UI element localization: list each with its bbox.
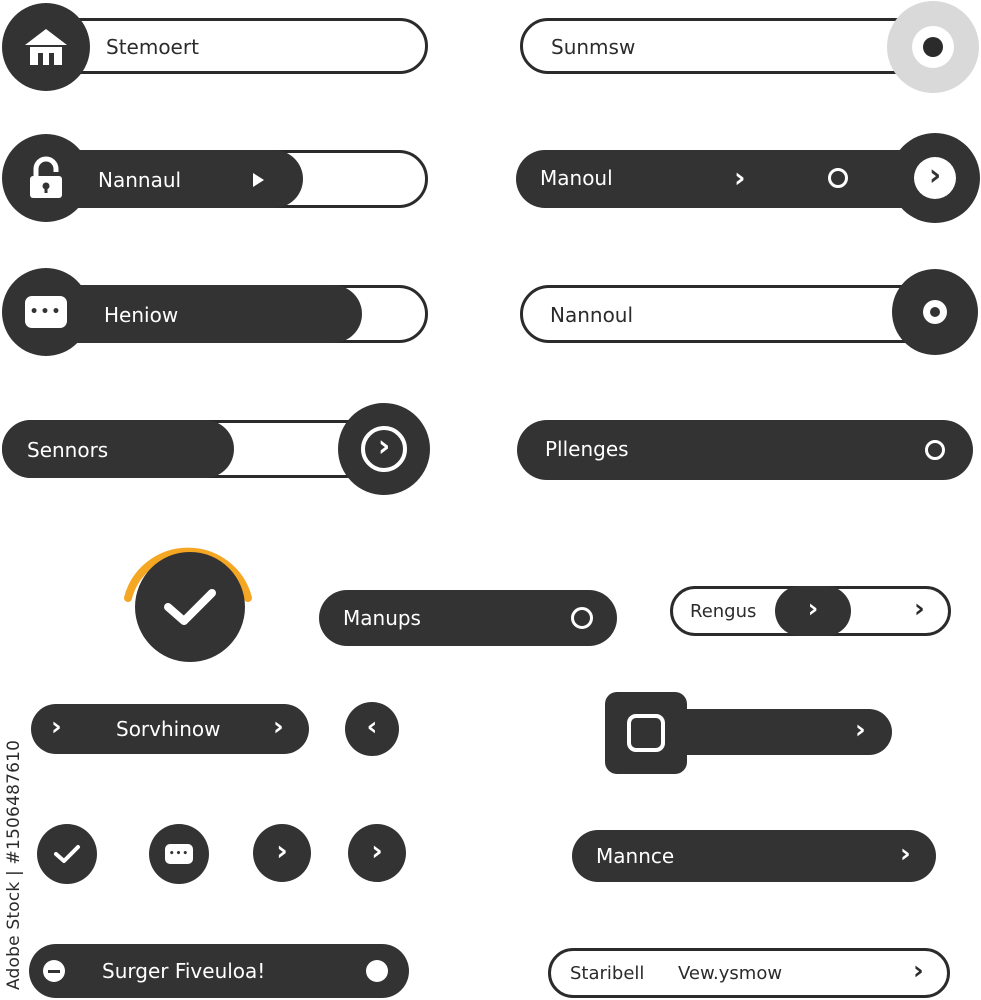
surger-bar[interactable] bbox=[29, 944, 409, 998]
lock-button[interactable] bbox=[2, 134, 90, 222]
next-button-a[interactable] bbox=[253, 824, 311, 882]
pllenges-bar[interactable] bbox=[517, 420, 973, 480]
check-icon bbox=[162, 585, 218, 629]
chat-bubble-icon: ••• bbox=[25, 296, 67, 328]
manups-label: Manups bbox=[343, 606, 421, 630]
home-icon bbox=[23, 27, 69, 67]
surger-label: Surger Fiveuloa! bbox=[102, 959, 266, 983]
chevron-right-icon: › bbox=[913, 956, 924, 986]
chat-small-button[interactable] bbox=[149, 824, 209, 884]
chevron-right-icon: › bbox=[276, 834, 288, 867]
sunmsw-bar[interactable] bbox=[520, 18, 940, 74]
staribell-bar[interactable] bbox=[548, 948, 950, 998]
chevron-left-icon: ‹ bbox=[366, 712, 378, 742]
chevron-right-circle-icon: › bbox=[914, 157, 956, 199]
check-icon bbox=[53, 843, 81, 865]
sennors-track[interactable] bbox=[2, 420, 392, 478]
sennors-label: Sennors bbox=[27, 438, 109, 462]
chevron-right-icon: › bbox=[807, 594, 819, 624]
chevron-right-icon: › bbox=[734, 161, 746, 194]
manups-bar[interactable] bbox=[319, 590, 617, 646]
nannoul-label: Nannoul bbox=[550, 303, 634, 327]
pllenges-label: Pllenges bbox=[545, 437, 629, 461]
stemoert-label: Stemoert bbox=[106, 35, 199, 59]
nannaul-track[interactable] bbox=[40, 150, 428, 208]
chat-bubble-icon: ••• bbox=[165, 844, 193, 864]
manoul-label: Manoul bbox=[540, 166, 613, 190]
sennors-next-button[interactable] bbox=[338, 403, 430, 495]
circle-icon bbox=[366, 960, 388, 982]
circle-icon bbox=[828, 168, 848, 188]
nannaul-label: Nannaul bbox=[98, 168, 182, 192]
radio-dot-icon bbox=[912, 26, 954, 68]
stemoert-bar[interactable] bbox=[40, 18, 428, 74]
check-button[interactable] bbox=[37, 824, 97, 884]
mannce-bar[interactable] bbox=[572, 830, 936, 882]
heniow-track[interactable] bbox=[40, 285, 428, 343]
check-badge-button[interactable] bbox=[135, 552, 245, 662]
home-button[interactable] bbox=[2, 3, 90, 91]
rengus-label: Rengus bbox=[690, 601, 757, 622]
manoul-bar[interactable] bbox=[516, 150, 936, 208]
chat-button[interactable] bbox=[2, 268, 90, 356]
chevron-right-icon: › bbox=[51, 712, 62, 742]
circle-icon bbox=[571, 607, 593, 629]
chevron-right-icon: › bbox=[855, 715, 866, 745]
chevron-right-icon: › bbox=[273, 712, 284, 742]
circle-icon bbox=[925, 440, 945, 460]
back-button[interactable] bbox=[345, 702, 399, 756]
square-slider-knob[interactable] bbox=[605, 692, 687, 774]
square-icon bbox=[627, 714, 665, 752]
chevron-right-icon: › bbox=[900, 839, 911, 869]
nannoul-radio-button[interactable] bbox=[892, 269, 978, 355]
heniow-label: Heniow bbox=[104, 303, 179, 327]
nannoul-bar[interactable] bbox=[520, 285, 940, 343]
rengus-toggle-knob[interactable] bbox=[775, 586, 851, 636]
chevron-right-circle-icon: › bbox=[361, 426, 407, 472]
sunmsw-label: Sunmsw bbox=[551, 35, 636, 59]
play-arrow-icon bbox=[253, 173, 264, 187]
minus-circle-icon bbox=[43, 960, 65, 982]
sunmsw-radio-button[interactable] bbox=[887, 1, 979, 93]
mannce-label: Mannce bbox=[596, 844, 675, 868]
lock-icon bbox=[27, 156, 65, 200]
radio-dot-icon bbox=[923, 300, 947, 324]
watermark: Adobe Stock | #1506487610 bbox=[4, 739, 24, 990]
chevron-right-icon: › bbox=[371, 834, 383, 867]
sorvhinow-bar[interactable] bbox=[31, 704, 309, 754]
staribell-value: Vew.ysmow bbox=[678, 963, 783, 984]
rengus-bar[interactable] bbox=[670, 586, 951, 636]
next-button-b[interactable] bbox=[348, 824, 406, 882]
sorvhinow-label: Sorvhinow bbox=[116, 717, 221, 741]
staribell-label: Staribell bbox=[570, 963, 645, 984]
manoul-next-button[interactable] bbox=[890, 133, 980, 223]
chevron-right-icon: › bbox=[914, 594, 925, 624]
